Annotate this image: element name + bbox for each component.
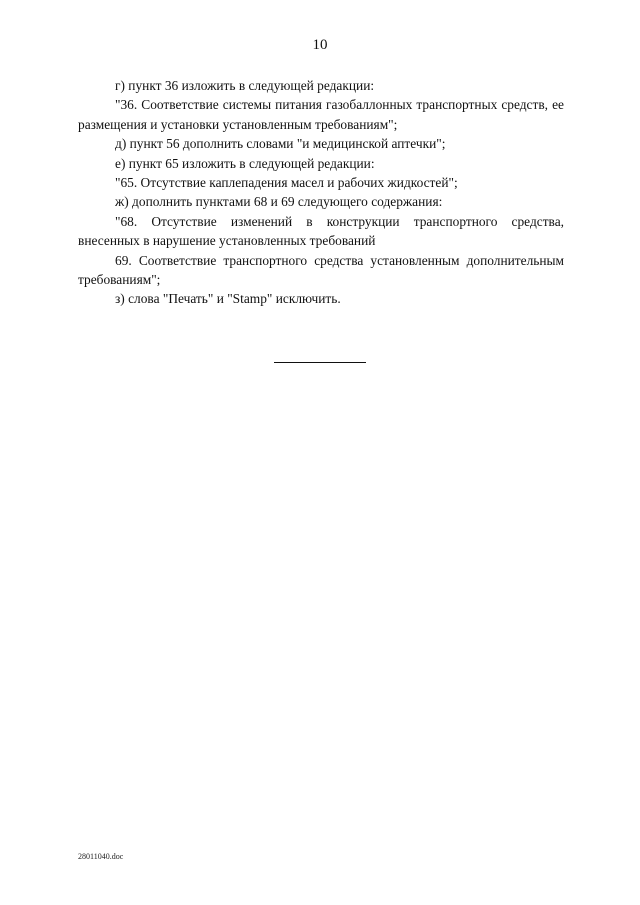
end-divider-line <box>274 362 366 363</box>
paragraph-item-z: з) слова "Печать" и "Stamp" исключить. <box>115 291 341 307</box>
paragraph-item-g: г) пункт 36 изложить в следующей редакции: <box>115 78 375 93</box>
paragraph-item-e: е) пункт 65 изложить в следующей редакции: <box>115 155 375 171</box>
page-number: 10 <box>312 37 328 53</box>
paragraph-item-65: "65. Отсутствие каплепадения масел и рабочих жидкостей"; <box>115 175 458 191</box>
paragraph-item-36: "36. Соответствие системы питания газобаллонных транспортных средств, ее размещения и установки установленным требованиям"; <box>78 97 564 132</box>
document-body <box>78 76 564 309</box>
paragraph-item-69: 69. Соответствие транспортного средства установленным дополнительным требованиям"; <box>78 252 564 288</box>
paragraph-item-68: "68. Отсутствие изменений в конструкции транспортного средства, внесенных в нарушение установленных требований <box>78 213 564 249</box>
footer-doc-id: 28011040.doc <box>78 852 124 861</box>
paragraph-item-zh: ж) дополнить пунктами 68 и 69 следующего содержания: <box>115 194 443 210</box>
paragraph-item-d: д) пункт 56 дополнить словами "и медицинской аптечки"; <box>115 136 446 152</box>
